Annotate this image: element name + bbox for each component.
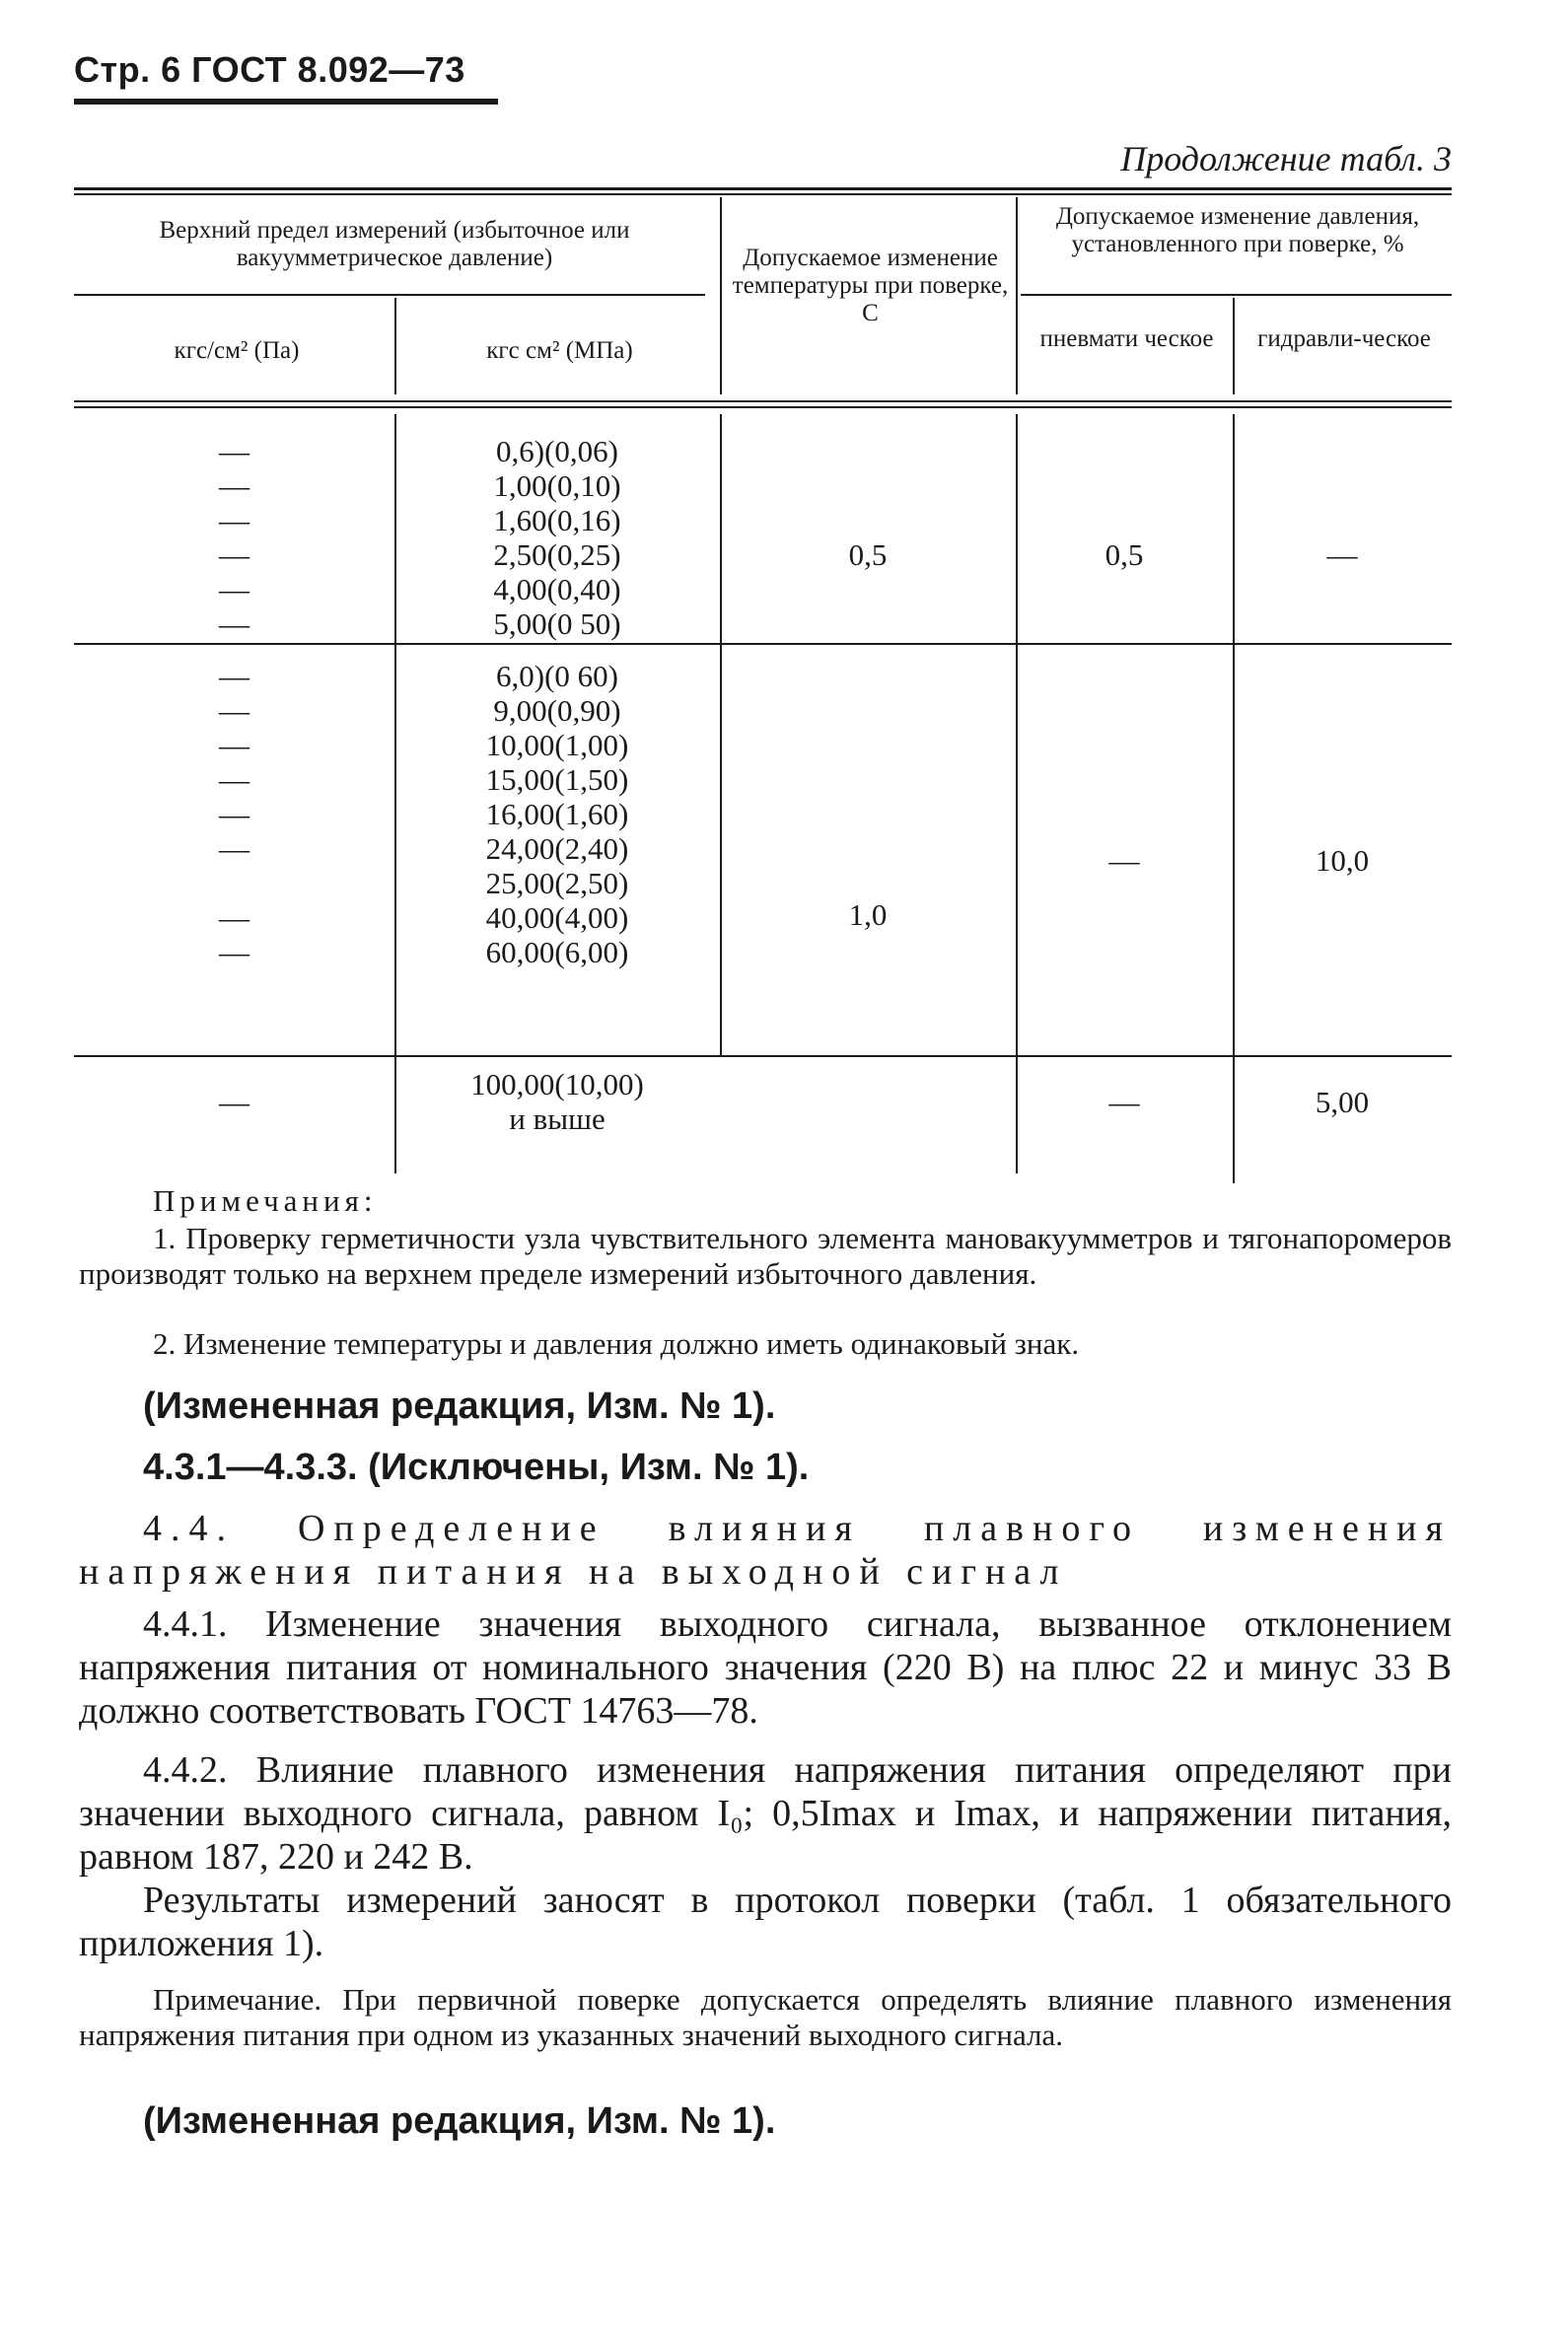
header-unit-mpa: кгс см² (МПа) bbox=[486, 337, 633, 364]
table-cell: 4,00(0,40) bbox=[493, 572, 621, 606]
table-cell: — bbox=[219, 606, 249, 641]
header-temp-change: Допускаемое изменение температуры при поверке, С bbox=[732, 245, 1009, 326]
table-cell: — bbox=[219, 762, 249, 797]
table-top-rule bbox=[74, 187, 1452, 190]
note-1: 1. Проверку герметичности узла чувствительного элемента мановакуумметров и тягонапоромеров производят только на верхнем пределе измерений избыточного давления. bbox=[79, 1221, 1452, 1291]
table-cell: — bbox=[219, 728, 249, 762]
section-4-4-heading: 4.4. Определение влияния плавного изменения напряжения питания на выходной сигнал bbox=[79, 1508, 1452, 1593]
table-cell: 60,00(6,00) bbox=[485, 935, 629, 969]
table-cell: 5,00(0 50) bbox=[493, 606, 621, 641]
group-separator-1 bbox=[74, 643, 1452, 645]
header-bottom-rule-2 bbox=[74, 406, 1452, 408]
group1-hydraulic: — bbox=[1326, 537, 1358, 572]
group2-temp: 1,0 bbox=[848, 897, 888, 932]
pressure-table bbox=[74, 187, 1452, 1173]
header-divider-2 bbox=[1016, 197, 1018, 394]
amendment-note-2: (Измененная редакция, Изм. № 1). bbox=[143, 2100, 776, 2142]
header-pneumatic: пневмати ческое bbox=[1039, 325, 1214, 352]
table-cell bbox=[74, 866, 394, 900]
group1-pneumatic: 0,5 bbox=[1105, 537, 1144, 572]
table-cell: — bbox=[219, 503, 249, 537]
excluded-clauses: 4.3.1—4.3.3. (Исключены, Изм. № 1). bbox=[143, 1447, 810, 1488]
group2-pa-column bbox=[74, 659, 394, 969]
table-continuation-label: Продолжение табл. 3 bbox=[1120, 139, 1452, 178]
table-cell: — bbox=[219, 468, 249, 503]
group3-pneumatic: — bbox=[1108, 1085, 1140, 1119]
table-cell: 15,00(1,50) bbox=[485, 762, 629, 797]
amendment-note-1: (Измененная редакция, Изм. № 1). bbox=[143, 1385, 776, 1427]
table-cell: — bbox=[219, 831, 249, 866]
table-cell: — bbox=[219, 1085, 249, 1119]
table-cell: 25,00(2,50) bbox=[485, 866, 629, 900]
table-cell: — bbox=[219, 693, 249, 728]
table-cell: — bbox=[219, 900, 249, 935]
table-cell: 0,6)(0,06) bbox=[496, 434, 618, 468]
header-inner-rule-left bbox=[74, 294, 705, 296]
body-divider-4 bbox=[1233, 414, 1235, 1183]
header-unit-pa: кгс/см² (Па) bbox=[174, 337, 300, 364]
paragraph-results: Результаты измерений заносят в протокол поверки (табл. 1 обязательного приложения 1). bbox=[79, 1880, 1452, 1964]
group3-hydraulic: 5,00 bbox=[1315, 1085, 1370, 1119]
group1-pa-column bbox=[74, 434, 394, 641]
table-cell: 16,00(1,60) bbox=[485, 797, 629, 831]
page-header: Стр. 6 ГОСТ 8.092—73 bbox=[74, 49, 465, 90]
table-cell: — bbox=[219, 537, 249, 572]
note-2: 2. Изменение температуры и давления должно иметь одинаковый знак. bbox=[153, 1326, 1080, 1361]
table-cell: 10,00(1,00) bbox=[485, 728, 629, 762]
table-cell: — bbox=[219, 797, 249, 831]
body-divider-3 bbox=[1016, 414, 1018, 1173]
table-cell: — bbox=[219, 659, 249, 693]
header-divider-4 bbox=[1233, 298, 1235, 394]
table-cell: — bbox=[219, 935, 249, 969]
header-hydraulic: гидравли-ческое bbox=[1257, 325, 1431, 352]
table-top-rule-2 bbox=[74, 193, 1452, 195]
table-cell: 1,60(0,16) bbox=[493, 503, 621, 537]
table-cell: 9,00(0,90) bbox=[493, 693, 621, 728]
header-rule bbox=[74, 99, 498, 105]
header-inner-rule-right bbox=[1021, 294, 1452, 296]
small-note: Примечание. При первичной поверке допускается определять влияние плавного изменения напряжения питания при одном из указанных значений выходного сигнала. bbox=[79, 1982, 1452, 2052]
group2-hydraulic: 10,0 bbox=[1315, 843, 1370, 878]
table-cell: 6,0)(0 60) bbox=[496, 659, 618, 693]
group3-pa-column bbox=[74, 1085, 394, 1119]
table-cell: 1,00(0,10) bbox=[493, 468, 621, 503]
notes-title: Примечания: bbox=[153, 1183, 378, 1218]
header-divider-1 bbox=[720, 197, 722, 394]
paragraph-4-4-1: 4.4.1. Изменение значения выходного сигнала, вызванное отклонением напряжения питания от номинального значения (220 В) на плюс 22 и минус 33 В должно соответствовать ГОСТ 14763—78. bbox=[79, 1603, 1452, 1732]
group2-pneumatic: — bbox=[1108, 843, 1140, 878]
header-pressure-change: Допускаемое изменение давления, установленного при поверке, % bbox=[1055, 203, 1420, 257]
table-cell: 40,00(4,00) bbox=[485, 900, 629, 935]
group2-mpa-column bbox=[394, 659, 720, 969]
header-divider-3 bbox=[394, 298, 396, 394]
header-upper-limit: Верхний предел измерений (избыточное или вакуумметрическое давление) bbox=[159, 217, 630, 271]
table-cell: и выше bbox=[509, 1101, 606, 1136]
table-cell: — bbox=[219, 572, 249, 606]
paragraph-4-4-2: 4.4.2. Влияние плавного изменения напряжения питания определяют при значении выходного сигнала, равном I₀; 0,5Imax и Imax, и напряжении питания, равном 187, 220 и 242 В. bbox=[79, 1749, 1452, 1878]
group-separator-2 bbox=[74, 1055, 1452, 1057]
table-cell: 100,00(10,00) bbox=[470, 1067, 644, 1101]
table-cell: 2,50(0,25) bbox=[493, 537, 621, 572]
group3-mpa-column bbox=[394, 1067, 720, 1136]
table-cell: — bbox=[219, 434, 249, 468]
group1-temp: 0,5 bbox=[848, 537, 888, 572]
body-divider-2 bbox=[720, 414, 722, 1055]
header-bottom-rule bbox=[74, 400, 1452, 402]
group1-mpa-column bbox=[394, 434, 720, 641]
table-cell: 24,00(2,40) bbox=[485, 831, 629, 866]
